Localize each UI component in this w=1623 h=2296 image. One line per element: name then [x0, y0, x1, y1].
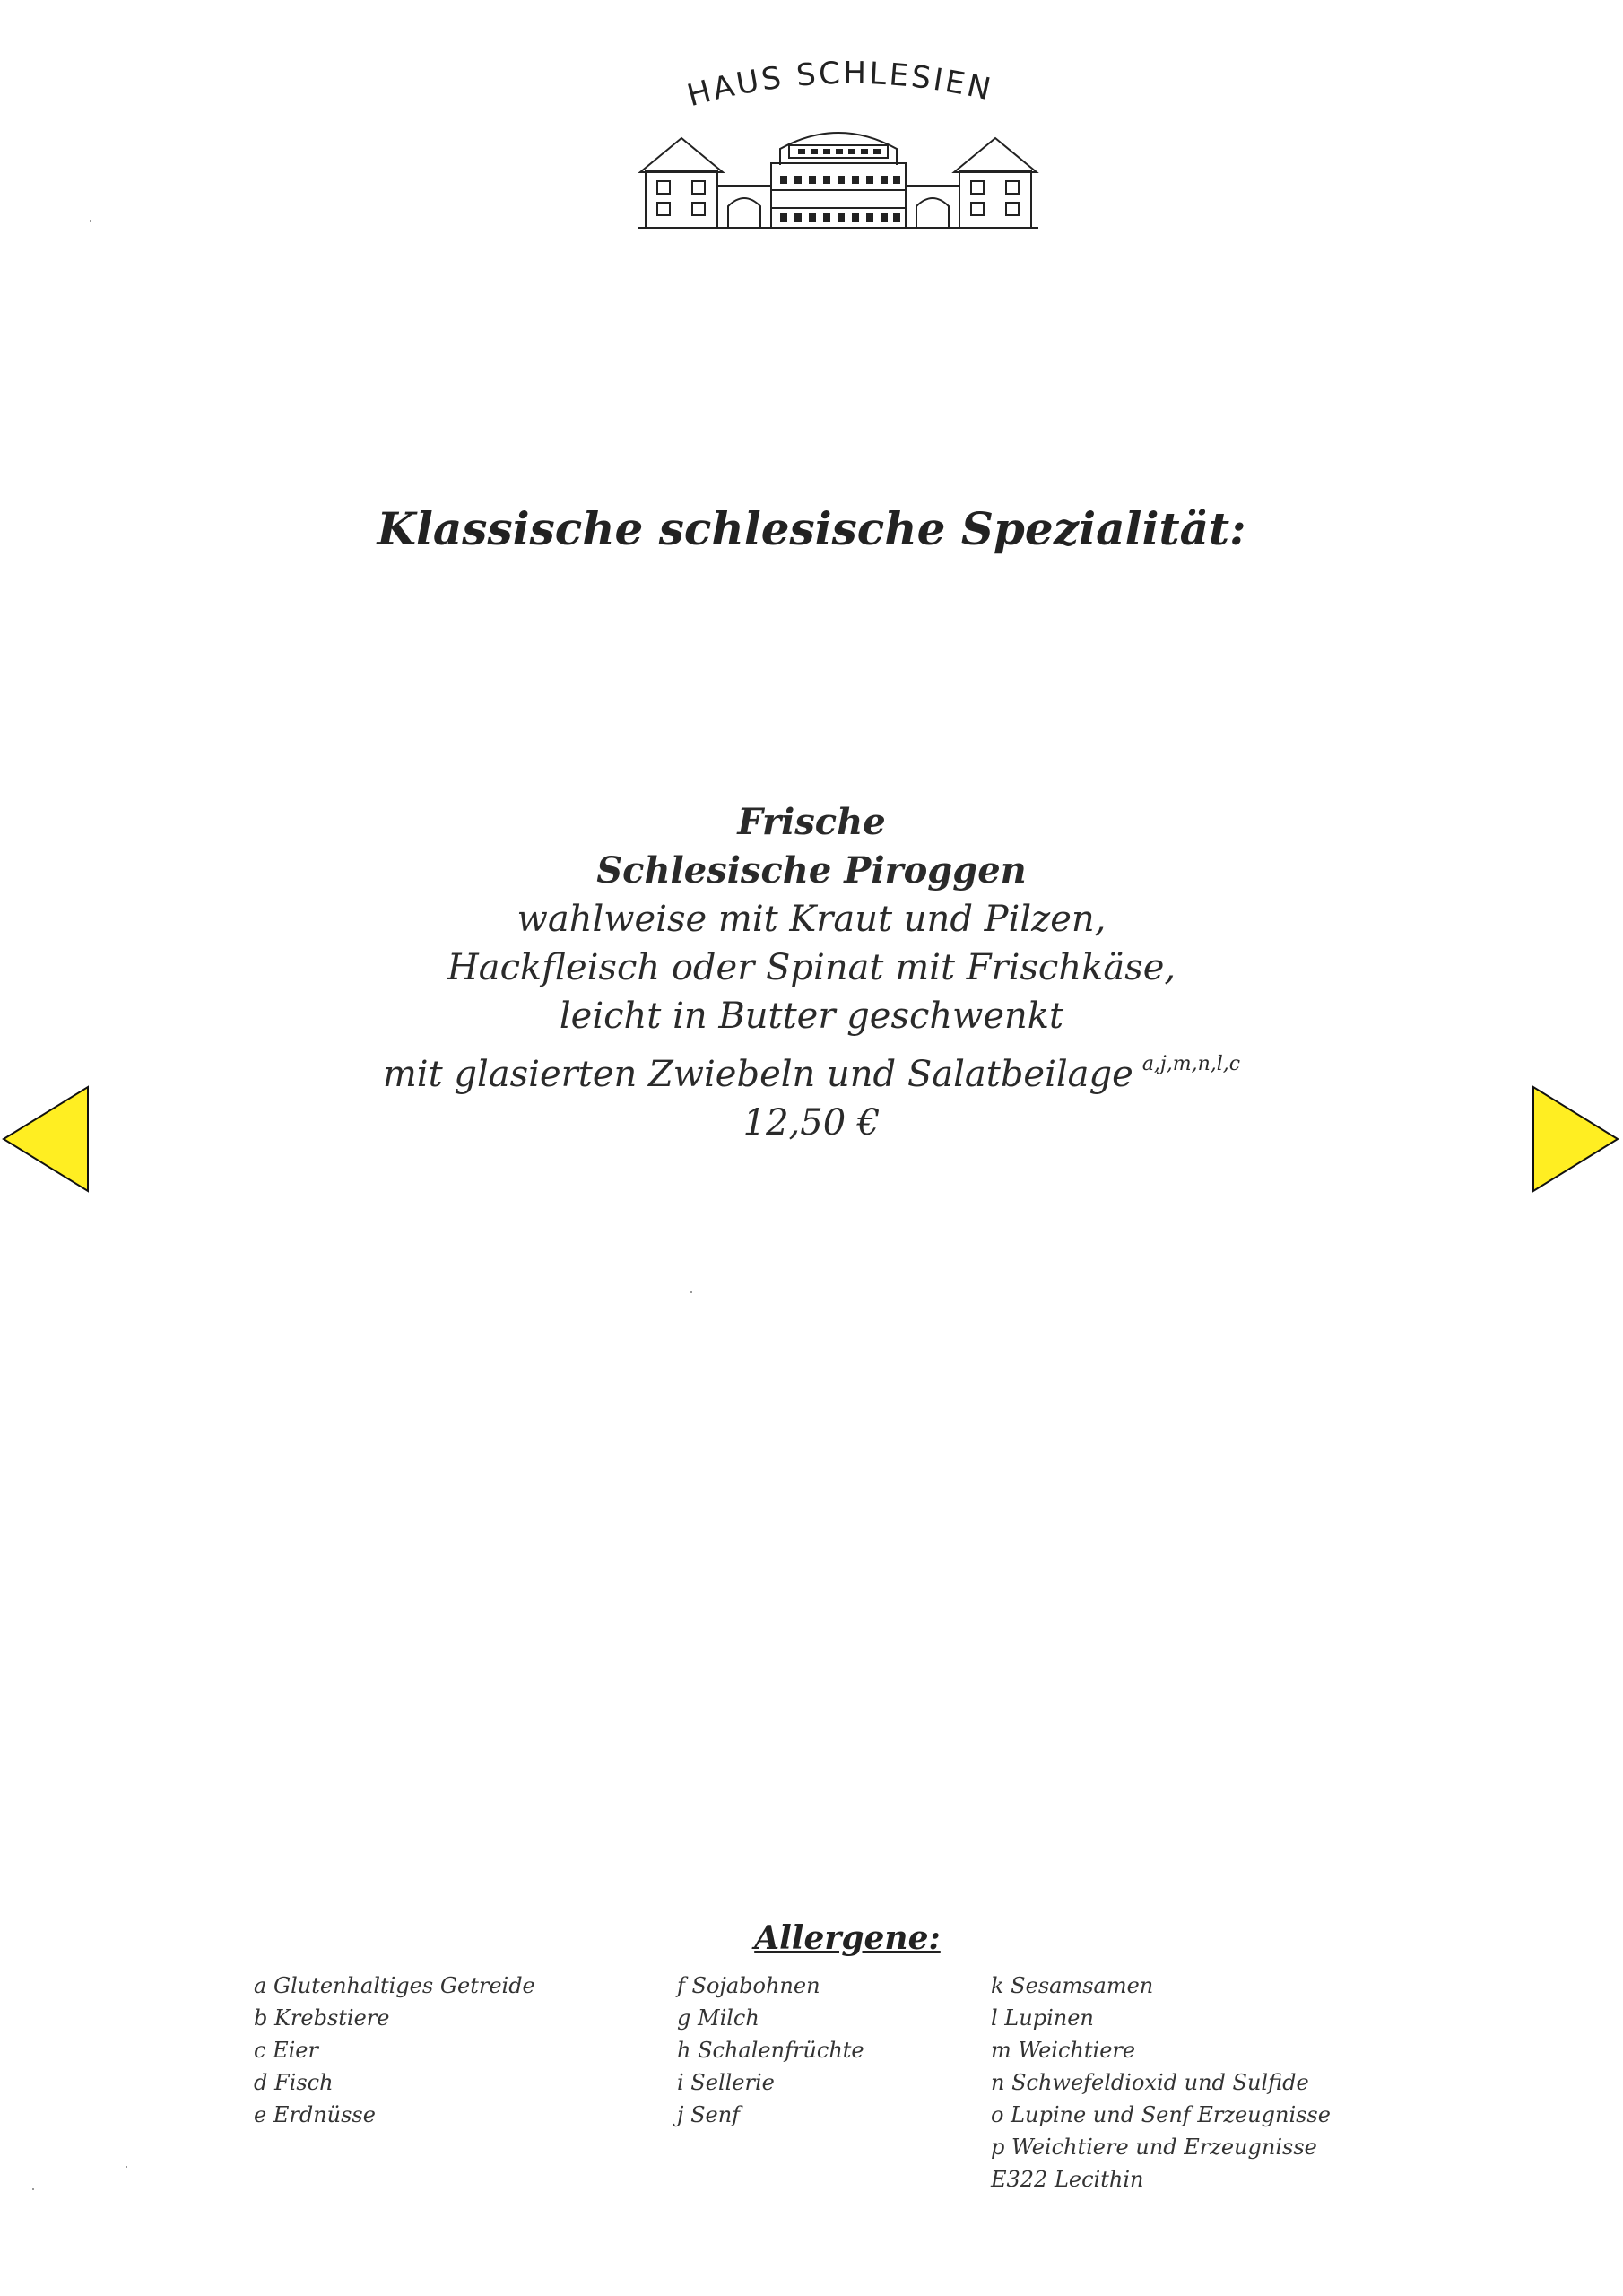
- next-page-button[interactable]: [1532, 1085, 1621, 1193]
- building-logo-icon: [628, 56, 1049, 235]
- allergen-item: c Eier: [254, 2038, 318, 2063]
- allergen-list-1: [254, 1970, 535, 2131]
- dish-allergen-codes: a,j,m,n,l,c: [1141, 1053, 1241, 1075]
- dish-description: [0, 798, 1623, 1147]
- allergen-item: o Lupine und Senf Erzeugnisse: [991, 2102, 1331, 2127]
- allergen-item: b Krebstiere: [254, 2005, 390, 2031]
- allergen-item: e Erdnüsse: [254, 2102, 376, 2127]
- dish-price: 12,50 €: [742, 1102, 881, 1144]
- dish-line-fresh: Frische: [737, 801, 886, 843]
- allergen-item: n Schwefeldioxid und Sulfide: [991, 2070, 1309, 2095]
- triangle-right-icon: [1532, 1085, 1621, 1193]
- allergen-item: m Weichtiere: [991, 2038, 1136, 2063]
- arrow-shape: [1533, 1087, 1618, 1191]
- dish-desc-4: mit glasierten Zwiebeln und Salatbeilage: [382, 1054, 1133, 1095]
- arrow-shape: [4, 1087, 88, 1191]
- allergen-item: i Sellerie: [677, 2070, 775, 2095]
- page-title: Klassische schlesische Spezialität:: [377, 502, 1246, 555]
- allergen-item: a Glutenhaltiges Getreide: [254, 1973, 535, 1998]
- logo: [628, 56, 1049, 235]
- allergen-heading: Allergene:: [754, 1919, 941, 1957]
- dish-desc-3: leicht in Butter geschwenkt: [559, 996, 1064, 1037]
- dish-desc-1: wahlweise mit Kraut und Pilzen,: [516, 899, 1107, 940]
- allergen-item: j Senf: [677, 2102, 741, 2127]
- previous-page-button[interactable]: [0, 1085, 90, 1193]
- scan-speck: [126, 2166, 127, 2168]
- allergen-list-3: [991, 1970, 1331, 2196]
- allergen-item: E322 Lecithin: [991, 2167, 1144, 2192]
- allergen-item: d Fisch: [254, 2070, 334, 2095]
- triangle-left-icon: [0, 1085, 90, 1193]
- dish-desc-4-line: [0, 1040, 1623, 1099]
- allergen-item: p Weichtiere und Erzeugnisse: [991, 2135, 1317, 2160]
- scan-speck: [690, 1292, 692, 1293]
- scan-speck: [32, 2188, 34, 2190]
- logo-text: HAUS SCHLESIEN: [683, 56, 997, 115]
- dish-desc-2: Hackfleisch oder Spinat mit Frischkäse,: [447, 947, 1176, 988]
- allergen-item: h Schalenfrüchte: [677, 2038, 864, 2063]
- allergen-list-2: [677, 1970, 864, 2131]
- scan-speck: [90, 220, 91, 222]
- allergen-item: f Sojabohnen: [677, 1973, 820, 1998]
- allergen-item: k Sesamsamen: [991, 1973, 1154, 1998]
- dish-name: Schlesische Piroggen: [596, 849, 1027, 891]
- allergen-item: l Lupinen: [991, 2005, 1094, 2031]
- allergen-item: g Milch: [677, 2005, 759, 2031]
